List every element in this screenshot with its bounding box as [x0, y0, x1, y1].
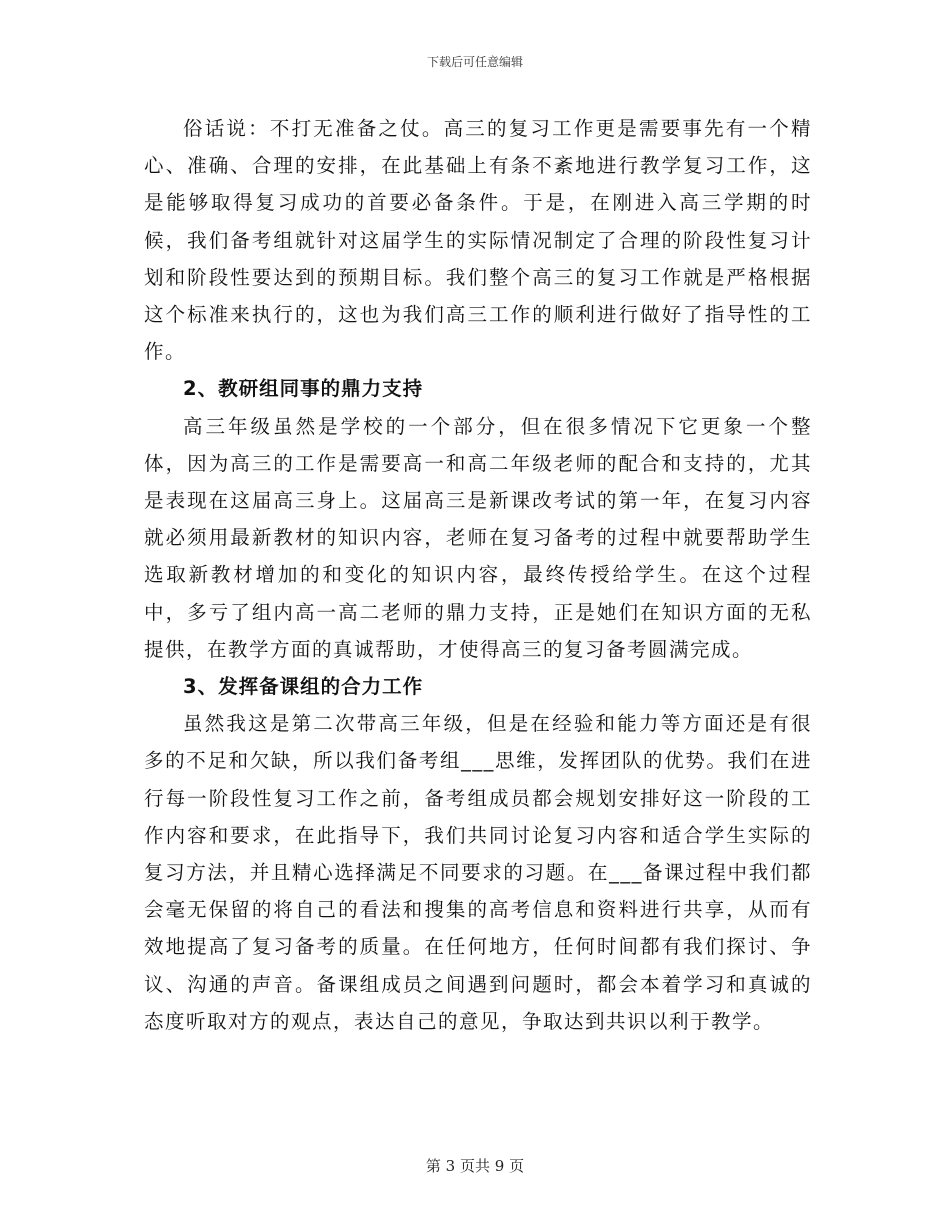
paragraph-colleague-support: 高三年级虽然是学校的一个部分，但在很多情况下它更象一个整体，因为高三的工作是需要高一和高二年级老师的配合和支持的，尤其是表现在这届高三身上。这届高三是新课改考试的第一年，在复习内容就必须用最新教材的知识内容，老师在复习备考的过程中就要帮助学生选取新教材增加的和变化的知识内容，最终传授给学生。在这个过程中，多亏了组内高一高二老师的鼎力支持，正是她们在知识方面的无私提供，在教学方面的真诚帮助，才使得高三的复习备考圆满完成。: [144, 414, 812, 661]
paragraph-preparation: 俗话说：不打无准备之仗。高三的复习工作更是需要事先有一个精心、准确、合理的安排，在此基础上有条不紊地进行教学复习工作，这是能够取得复习成功的首要必备条件。于是，在刚进入高三学期的时候，我们备考组就针对这届学生的实际情况制定了合理的阶段性复习计划和阶段性要达到的预期目标。我们整个高三的复习工作就是严格根据这个标准来执行的，这也为我们高三工作的顺利进行做好了指导性的工作。: [144, 117, 812, 364]
page-header: 下载后可任意编辑: [426, 55, 523, 69]
page-footer: 第 3 页共 9 页: [425, 1157, 525, 1175]
document-body: [144, 110, 812, 1040]
section-heading-2: 2、教研组同事的鼎力支持: [183, 377, 424, 401]
section-heading-3: 3、发挥备课组的合力工作: [183, 675, 424, 699]
paragraph-team-work: 虽然我这是第二次带高三年级，但是在经验和能力等方面还是有很多的不足和欠缺，所以我们备考组___思维，发挥团队的优势。我们在进行每一阶段性复习工作之前，备考组成员都会规划安排好这一阶段的工作内容和要求，在此指导下，我们共同讨论复习内容和适合学生实际的复习方法，并且精心选择满足不同要求的习题。在___备课过程中我们都会毫无保留的将自己的看法和搜集的高考信息和资料进行共享，从而有效地提高了复习备考的质量。在任何地方，任何时间都有我们探讨、争议、沟通的声音。备课组成员之间遇到问题时，都会本着学习和真诚的态度听取对方的观点，表达自己的意见，争取达到共识以利于教学。: [144, 712, 812, 1033]
